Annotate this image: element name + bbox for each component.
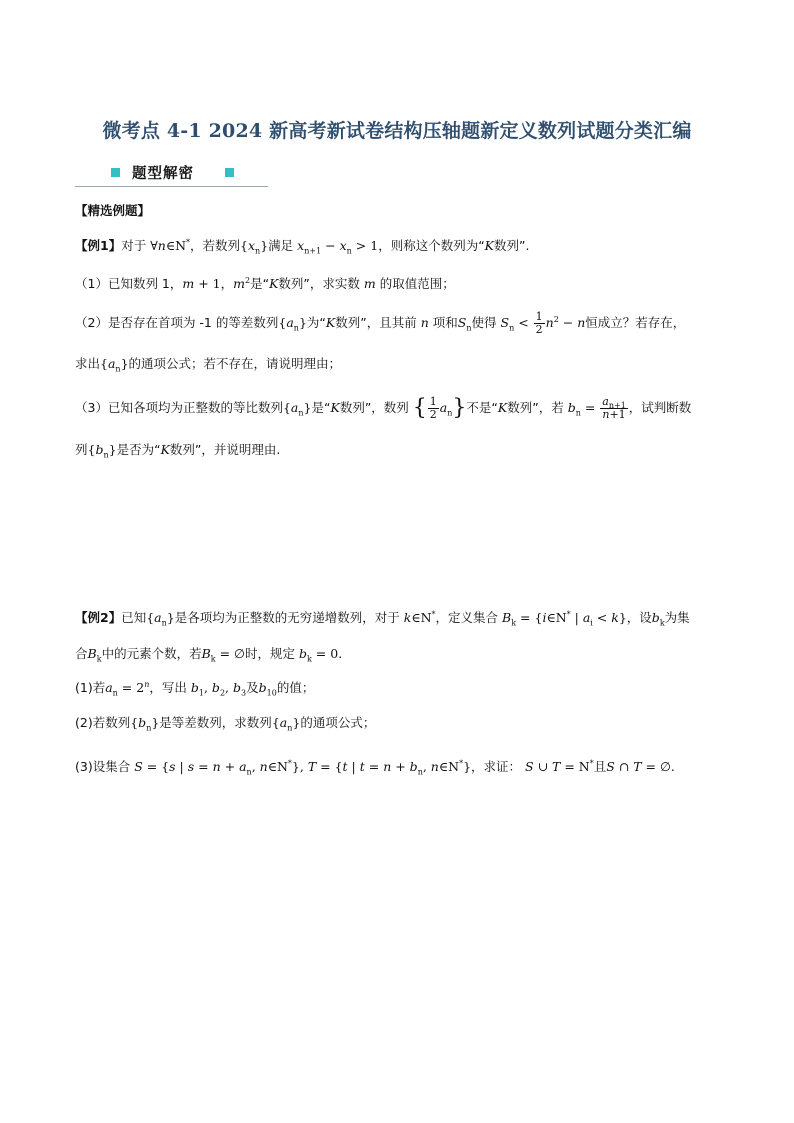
example-1-part-2-cont: 求出$\{a_n\}$的通项公式；若不存在，请说明理由； (75, 356, 342, 374)
example-1-part-3: （3）已知各项均为正整数的等比数列$\{a_n\}$是“K数列”，数列 { $\frac{1}{2}$ $a_n$}不是“K数列”，若 $b_n$ = $\frac{a_{n+1}}{n+1}$ ，试判断数 (75, 395, 692, 421)
example-2-part-3: (3)设集合 S = {s | $s = n + a_n$, n∈N*}, T = {t | $t = n + b_n$, n∈N*}，求证： S ∪ T = N*且S ∩ T = ∅. (75, 758, 675, 777)
example-1-part-2: （2）是否存在首项为 -1 的等差数列$\{a_n\}$为“K数列”，且其前 n 项和$S_n$使得 $S_n$ < $\frac{1}{2}$ $n^2 - n$恒成立？若存在， (75, 310, 686, 336)
example-1-part-1: （1）已知数列 1，m + 1，$m^2$是“K数列”，求实数 m 的取值范围； (75, 275, 455, 291)
square-bullet-icon (111, 168, 120, 177)
example-1-intro: 【例1】对于 ∀n∈N*，若数列$\{x_n\}$满足 $x_{n+1} - x_n > 1$，则称这个数列为“K数列”. (75, 237, 530, 256)
section-heading (75, 160, 268, 188)
page-title: 微考点 4-1 2024 新高考新试卷结构压轴题新定义数列试题分类汇编 (102, 120, 692, 142)
example-2-part-1: (1)若$a_n = 2^n$，写出 $b_1$, $b_2$, $b_3$及$b_{10}$的值； (75, 679, 315, 698)
example-2-intro: 【例2】已知$\{a_n\}$是各项均为正整数的无穷递增数列，对于 k∈N*，定义集合 $B_k$ = {i∈N* | $a_i < k$}，设$b_k$为集 (75, 609, 690, 628)
example-2-intro-cont: 合$B_k$中的元素个数，若$B_k$ = ∅时，规定 $b_k = 0$. (75, 646, 343, 664)
example-2-part-2: (2)若数列$\{b_n\}$是等差数列，求数列$\{a_n\}$的通项公式； (75, 715, 376, 733)
section-heading-label: 题型解密 (132, 166, 194, 182)
section-underline (75, 186, 268, 187)
example-1-tag: 【例1】 (75, 238, 122, 253)
square-bullet-icon (225, 168, 234, 177)
example-1-part-3-cont: 列$\{b_n\}$是否为“K数列”，并说明理由. (75, 442, 281, 460)
selected-examples-label: 【精选例题】 (75, 203, 151, 218)
example-2-tag: 【例2】 (75, 610, 122, 625)
